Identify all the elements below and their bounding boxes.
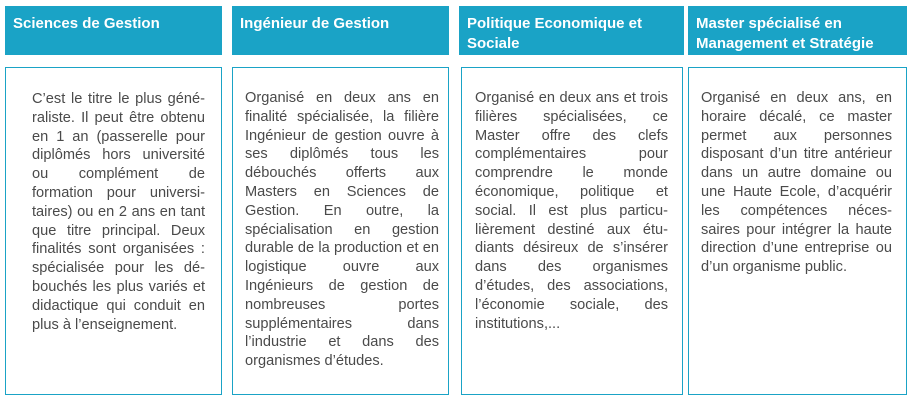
column-card-politique-economique — [461, 67, 683, 395]
column-card-sciences-de-gestion — [5, 67, 222, 395]
column-body-ingenieur-de-gestion: Organisé en deux ans en finalité spécialisée, la filière Ingénieur de gestion ouvre à ses diplômés tous les débouchés offerts aux Masters en Sciences de Gestion. En outre, la spécialisation en gestion durable de la production et en logistique ouvre aux Ingénieurs de gestion de nombreuses portes supplémentaires dans l’industrie et dans des organismes d’études. — [245, 90, 439, 370]
column-card-master-management — [688, 67, 907, 395]
column-body-politique-economique: Organisé en deux ans et trois filières spécialisées, ce Master offre des clefs complémentaires pour comprendre le monde économique, politique et social. Il est plus particulièrement destiné aux étudiants désireux de s’insérer dans des organismes d’études, des associations, l’économie sociale, des institutions,... — [475, 90, 668, 332]
column-body-sciences-de-gestion: C’est le titre le plus généraliste. Il peut être obtenu en 1 an (passerelle pour diplômés hors université ou complément de formation pour universitaires) ou en 2 ans en tant que titre principal. Deux finalités sont organisées : spécialisée pour les débouchés les plus variés et didactique qui conduit en plus à l’enseignement. — [32, 91, 205, 333]
column-title-sciences-de-gestion: Sciences de Gestion — [5, 6, 222, 55]
column-body-master-management: Organisé en deux ans, en horaire décalé, ce master permet aux personnes disposant d’un titre antérieur dans un autre domaine ou une Haute Ecole, d’acquérir les compétences nécessaires pour intégrer la haute direction d’une entreprise ou d’un organisme public. — [701, 90, 892, 276]
column-title-ingenieur-de-gestion: Ingénieur de Gestion — [232, 6, 449, 55]
column-title-master-management: Master spécialisé en Management et Stratégie — [688, 6, 907, 55]
column-title-politique-economique: Politique Economique et Sociale — [459, 6, 684, 55]
column-card-ingenieur-de-gestion — [232, 67, 449, 395]
